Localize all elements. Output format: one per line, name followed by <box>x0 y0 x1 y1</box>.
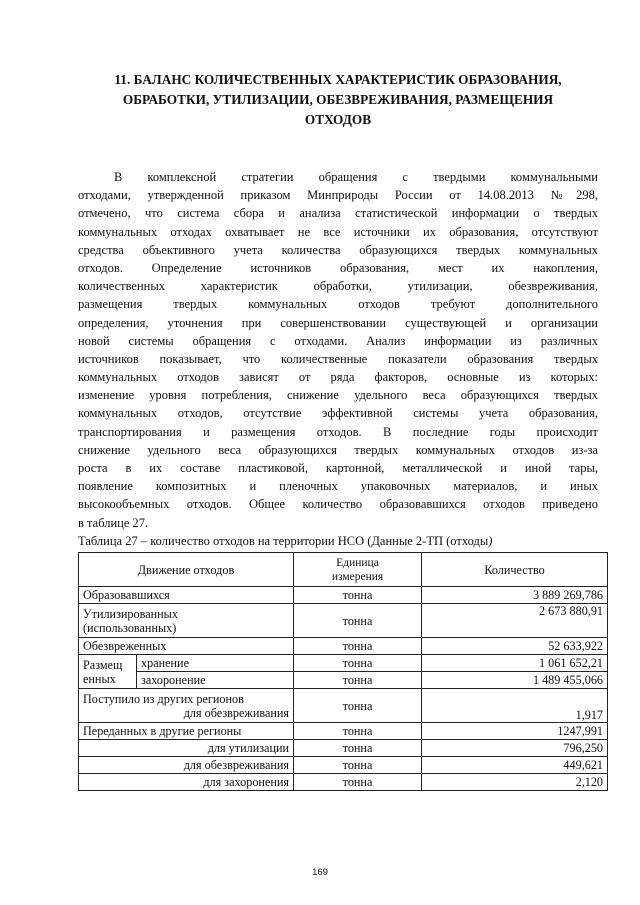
row-unit: тонна <box>294 672 422 689</box>
row-value: 449,621 <box>422 757 608 774</box>
paragraph-line: изменение уровня потребления, снижение удельного веса образующихся твердых <box>78 388 598 403</box>
row-value: 3 889 269,786 <box>422 587 608 604</box>
paragraph-line: коммунальных отходов, отсутствие эффективной системы учета образования, <box>78 406 598 421</box>
table-row <box>79 774 608 791</box>
paragraph-line: определения, уточнения при совершенствовании существующей и организации <box>78 315 598 330</box>
row-value: 1247,991 <box>422 723 608 740</box>
title-line-2: ОБРАБОТКИ, УТИЛИЗАЦИИ, ОБЕЗВРЕЖИВАНИЯ, РАЗМЕЩЕНИЯ <box>122 92 554 107</box>
table-row <box>79 655 608 672</box>
row-value: 2 673 880,91 <box>422 604 608 638</box>
header-unit-line-2: измерения <box>331 570 384 583</box>
paragraph-line: снижение удельного веса образующихся твердых коммунальных отходов из-за <box>78 442 598 457</box>
row-label: для обезвреживания <box>79 757 294 774</box>
paragraph-line: коммунальных отходах охватывает не все источники их образования, отсутствуют <box>78 224 598 239</box>
table-caption <box>78 533 598 549</box>
row-value: 1,917 <box>422 689 608 723</box>
table-row <box>79 672 608 689</box>
paragraph-line: новой системы обращения с отходами. Анализ информации из различных <box>78 333 598 348</box>
title-line-3: ОТХОДОВ <box>304 112 372 127</box>
paragraph-line: в таблице 27. <box>78 515 149 530</box>
table-caption-tail: ) <box>488 534 493 548</box>
paragraph-line: В комплексной стратегии обращения с твердыми коммунальными <box>114 170 598 184</box>
row-value: 796,250 <box>422 740 608 757</box>
row-unit: тонна <box>294 655 422 672</box>
table-row <box>79 604 608 638</box>
paragraph-line: высокообъемных отходов. Общее количество образовавшихся отходов приведено <box>78 497 598 512</box>
row-unit: тонна <box>294 740 422 757</box>
placed-group-line-1: Размещ <box>83 657 123 672</box>
page-number: 169 <box>312 867 328 878</box>
table-row <box>79 740 608 757</box>
row-label: для захоронения <box>79 774 294 791</box>
paragraph-line: отходами, утвержденной приказом Минприроды России от 14.08.2013 №298, <box>78 188 598 203</box>
row-label-line-1: Утилизированных <box>83 606 178 621</box>
row-label: захоронение <box>137 672 294 689</box>
row-unit: тонна <box>294 638 422 655</box>
paragraph-line: размещения твердых коммунальных отходов требуют дополнительного <box>78 297 598 312</box>
placed-group-label <box>79 655 137 689</box>
row-label: для утилизации <box>79 740 294 757</box>
table-row <box>79 587 608 604</box>
row-label-line-1: Поступило из других регионов <box>83 691 244 706</box>
row-unit: тонна <box>294 757 422 774</box>
row-unit: тонна <box>294 723 422 740</box>
title-line-1: 11. БАЛАНС КОЛИЧЕСТВЕННЫХ ХАРАКТЕРИСТИК ОБРАЗОВАНИЯ, <box>114 72 562 87</box>
row-value: 1 489 455,066 <box>422 672 608 689</box>
paragraph-line: роста в их составе пластиковой, картонной, металлической и иной тары, <box>78 461 598 475</box>
body-paragraph <box>78 168 598 532</box>
row-label: Образовавшихся <box>79 587 294 604</box>
paragraph-line: количественных характеристик обработки, утилизации, обезвреживания, <box>78 279 598 294</box>
row-label <box>79 689 294 723</box>
header-unit <box>294 553 422 587</box>
placed-group-line-2: енных <box>83 671 116 686</box>
row-label-line-2: (использованных) <box>83 620 177 635</box>
paragraph-line: отходов. Определение источников образования, мест их накопления, <box>78 260 598 275</box>
row-unit: тонна <box>294 604 422 638</box>
paragraph-line: транспортирования и размещения отходов. В последние годы происходит <box>78 424 598 439</box>
table-header-row <box>79 553 608 587</box>
table-row <box>79 723 608 740</box>
table-row <box>79 689 608 723</box>
paragraph-line: появление композитных и пленочных упаковочных материалов, и иных <box>78 479 598 494</box>
section-title <box>78 70 598 130</box>
table-row <box>79 638 608 655</box>
row-unit: тонна <box>294 587 422 604</box>
header-quantity: Количество <box>422 553 608 587</box>
header-unit-line-1: Единица <box>336 556 379 569</box>
row-label-line-2: для обезвреживания <box>183 705 290 720</box>
row-value: 1 061 652,21 <box>422 655 608 672</box>
row-label: Переданных в другие регионы <box>79 723 294 740</box>
row-value: 2,120 <box>422 774 608 791</box>
row-label: хранение <box>137 655 294 672</box>
header-movement: Движение отходов <box>79 553 294 587</box>
table-row <box>79 757 608 774</box>
paragraph-line: отмечено, что система сбора и анализа статистической информации о твердых <box>78 206 598 221</box>
row-value: 52 633,922 <box>422 638 608 655</box>
paragraph-line: коммунальных отходов зависят от ряда факторов, основные из которых: <box>78 370 598 385</box>
row-unit: тонна <box>294 689 422 723</box>
waste-balance-table <box>78 552 608 791</box>
paragraph-line: средства объективного учета количества образующихся твердых коммунальных <box>78 242 598 257</box>
row-label: Обезвреженных <box>79 638 294 655</box>
table-caption-text: Таблица 27 – количество отходов на территории НСО (Данные 2-ТП (отходы <box>78 534 489 548</box>
paragraph-line: источников показывает, что количественные показатели образования твердых <box>78 351 598 366</box>
row-unit: тонна <box>294 774 422 791</box>
row-label <box>79 604 294 638</box>
